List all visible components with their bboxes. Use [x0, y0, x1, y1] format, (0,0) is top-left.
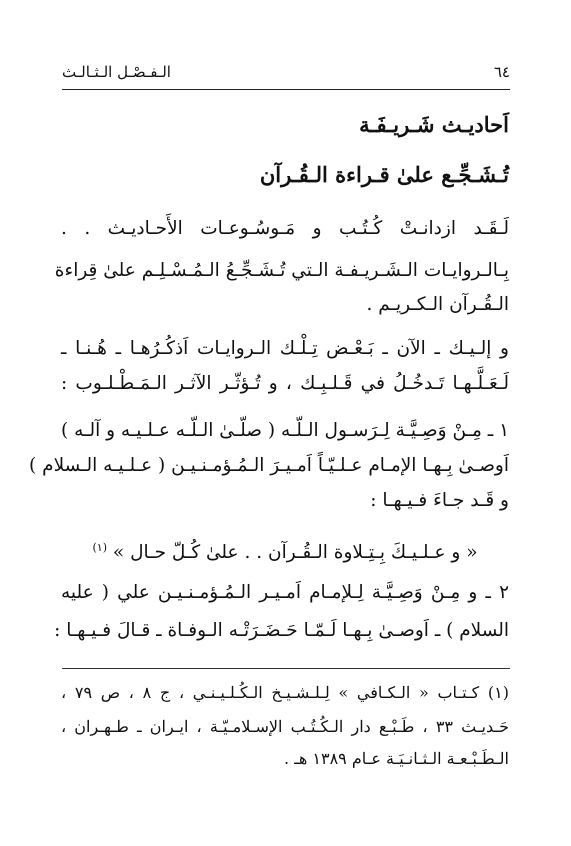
header-divider — [62, 89, 510, 90]
paragraph-line: و إلـيـك ـ الآن ـ بَـعْـض تِـلْـك الـروايـات اَذكُـرُهـا ـ هُـنـا ـ — [61, 338, 509, 359]
footnote-divider — [62, 668, 510, 669]
numbered-item-line: ٢ ـ و مِـنْ وَصِـيَّـة لِـلإمـام اَمـيـر الـمُـؤمـنـيـن علي ( عليه — [61, 582, 509, 603]
footnote-line: (١) كـتـاب « الـكـافي » لِـلـشـيـخ الـكُـلـيـنـي ، ج ٨ ، ص ٧٩ ، — [61, 683, 510, 702]
paragraph-line: الـقُـرآن الـكـريـم . — [366, 294, 509, 315]
numbered-item-line: ١ ـ مِـنْ وَصِـيَّـة لِـرَسـول الـلّـه ( صلّـىٰ الـلّـه عـلـيـه و آلـه ) — [61, 420, 509, 441]
paragraph-line: لَـعَـلَّـهـا تَـدخُـلُ في قَـلـبِـك ، و تُـؤثّـر الآثـر الـمَـطْـلـوب : — [61, 373, 509, 394]
section-subheading: تُـشَـجِّـع علىٰ قـراءة الـقُـرآن — [259, 162, 509, 187]
running-header — [62, 60, 510, 84]
numbered-item-line: و قَـد جـاءَ فـيـهـا : — [370, 490, 509, 511]
footnote-line: حَـديـث ٣٣ ، طَـبْـع دار الـكُـتُـب الإسـلامـيّـة ، ايـران ـ طـهـران ، — [61, 717, 509, 736]
paragraph-line: لَـقَـد ازدانـتْ كُـتُـب و مَـوسُـوعـات الأَحـاديـث . . — [61, 218, 509, 239]
numbered-item-line: السلام ) ـ اَوصـىٰ بِـهـا لَـمّـا حَـضَـرَتْـه الـوفـاة ـ قـالَ فـيـهـا : — [54, 620, 509, 641]
footnote-marker: (١) — [92, 541, 107, 554]
quote-text: « و عـلـيـكَ بِـتِـلاوة الـقُـرآن . . علىٰ كُـلّ حـال » — [112, 542, 478, 564]
page-number: ٦٤ — [493, 63, 510, 81]
footnote-line: الـطَـبْـعـة الـثـانـيَـة عـام ١٣٨٩ هـ . — [284, 749, 509, 768]
paragraph-line: بِـالـروايـات الـشَـريـفـة الـتي تُـشَـجِّـعُ الـمُـسْـلِـم علىٰ قِراءة — [54, 260, 509, 281]
section-heading: اَحاديـث شَـريـفَـة — [359, 112, 509, 137]
chapter-title: الـفـصْـل الـثـالـث — [62, 63, 171, 81]
numbered-item-line: اَوصـىٰ بِـهـا الإمـام عـلـيّـاً اَمـيـرَ الـمُـؤمـنـيـن ( عـلـيـه الـسلام ) — [29, 455, 509, 476]
hadith-quote — [61, 533, 509, 568]
